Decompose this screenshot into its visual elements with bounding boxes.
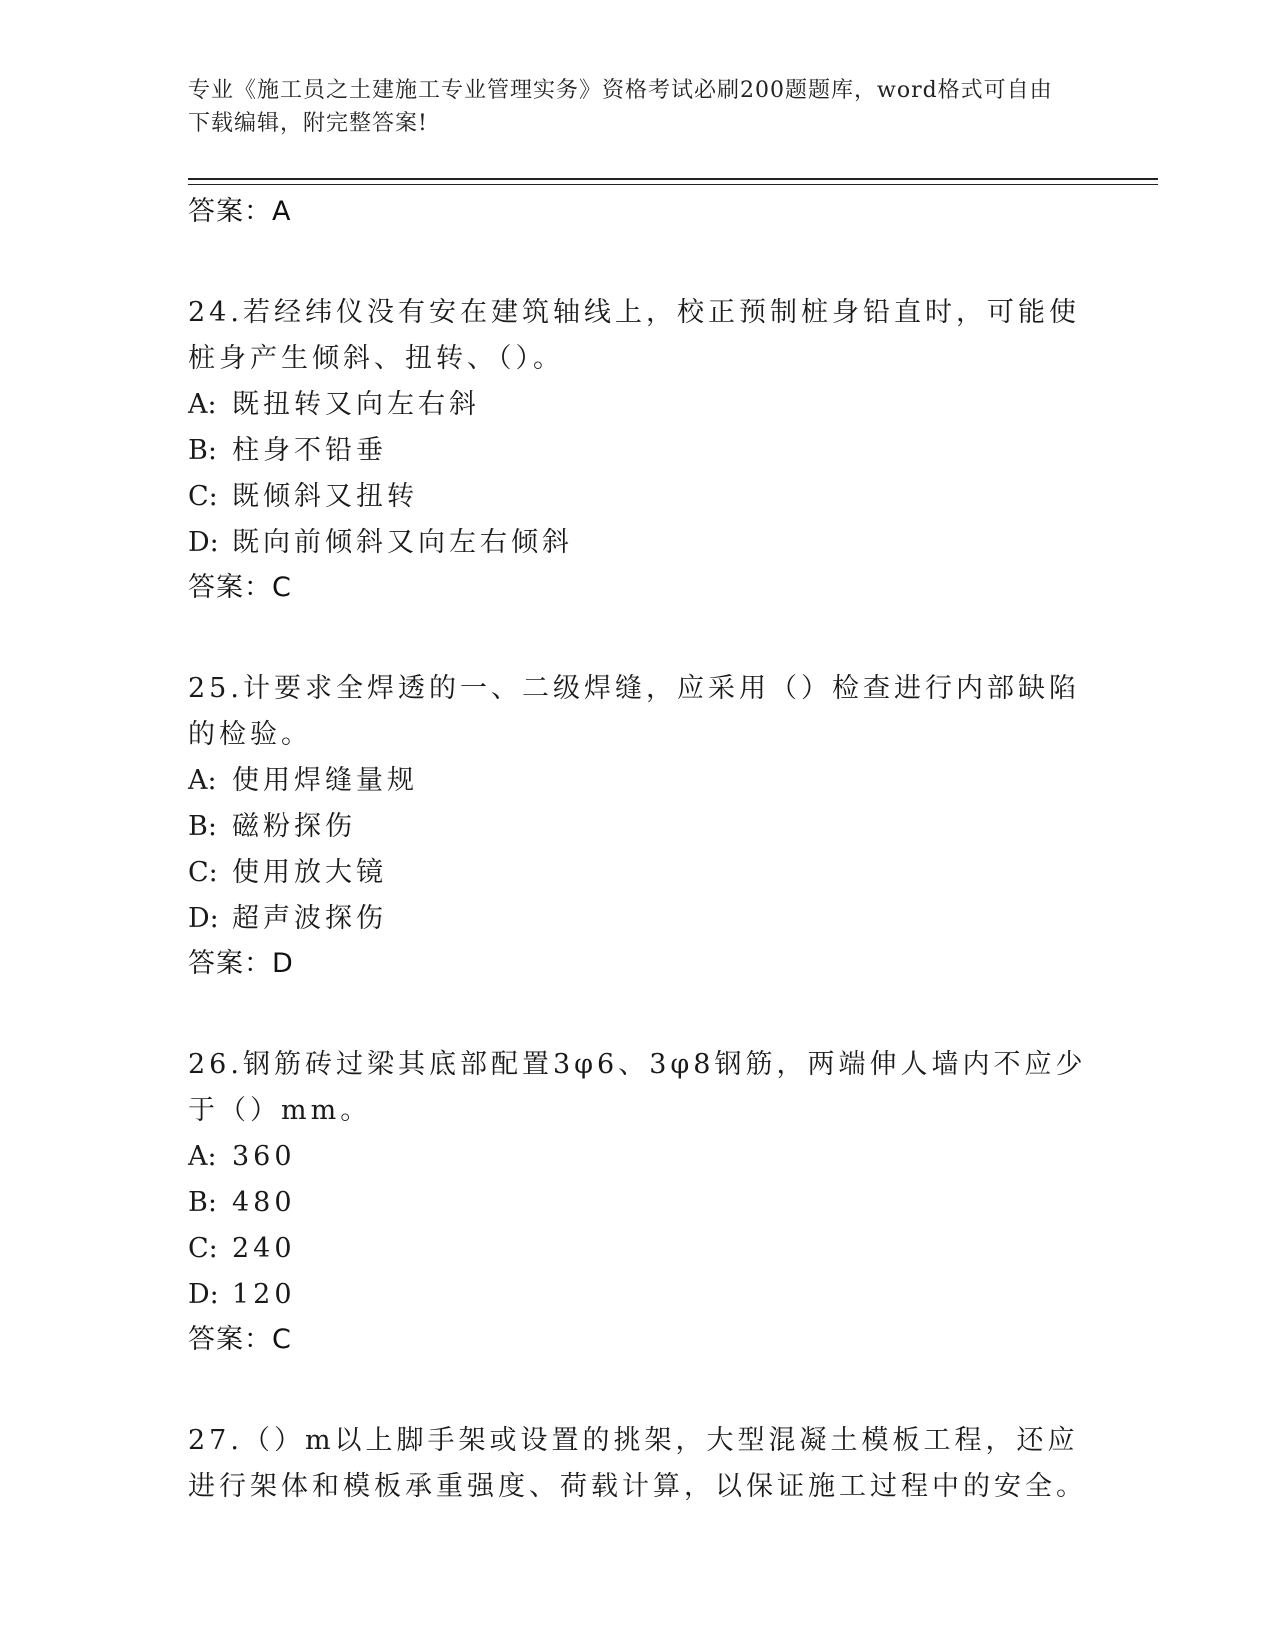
option-text: 360 — [232, 1141, 296, 1172]
question-stem — [188, 290, 1088, 382]
answer-value: A — [272, 196, 292, 227]
option-text: 使用焊缝量规 — [232, 765, 418, 796]
header-rule-thin — [188, 184, 1158, 185]
question-text: 若经纬仪没有安在建筑轴线上，校正预制桩身铅直时，可能使桩身产生倾斜、扭转、（）。 — [188, 297, 1080, 374]
answer-line — [188, 566, 1088, 610]
question-26 — [188, 1042, 1088, 1362]
answer-prefix: 答案： — [188, 196, 272, 227]
option-a — [188, 1134, 1088, 1180]
header-rule-thick — [188, 178, 1158, 180]
option-b — [188, 428, 1088, 474]
option-d — [188, 896, 1088, 942]
answer-value: C — [272, 1324, 292, 1355]
option-text: 柱身不铅垂 — [232, 435, 387, 466]
answer-prefix: 答案： — [188, 1324, 272, 1355]
spacer — [188, 610, 1088, 666]
option-text: 超声波探伤 — [232, 903, 387, 934]
option-label: B: — [188, 435, 217, 466]
option-a — [188, 758, 1088, 804]
option-text: 使用放大镜 — [232, 857, 387, 888]
option-c — [188, 1226, 1088, 1272]
option-label: C: — [188, 481, 218, 512]
option-text: 480 — [232, 1187, 296, 1218]
answer-line — [188, 942, 1088, 986]
option-text: 既扭转又向左右斜 — [232, 389, 480, 420]
question-text: 计要求全焊透的一、二级焊缝，应采用（）检查进行内部缺陷的检验。 — [188, 673, 1080, 750]
option-label: A: — [188, 765, 217, 796]
option-label: D: — [188, 1279, 219, 1310]
answer-line — [188, 190, 1088, 234]
option-text: 磁粉探伤 — [232, 811, 356, 842]
spacer — [188, 986, 1088, 1042]
option-label: B: — [188, 811, 217, 842]
answer-line — [188, 1318, 1088, 1362]
option-label: A: — [188, 389, 217, 420]
option-b — [188, 1180, 1088, 1226]
option-b — [188, 804, 1088, 850]
question-list — [188, 190, 1088, 1510]
question-number: 24. — [188, 297, 243, 328]
question-text: （）m以上脚手架或设置的挑架，大型混凝土模板工程，还应进行架体和模板承重强度、荷载计算，以保证施工过程中的安全。 — [188, 1425, 1087, 1502]
answer-value: D — [272, 948, 294, 979]
option-d — [188, 1272, 1088, 1318]
question-number: 25. — [188, 673, 243, 704]
question-24 — [188, 290, 1088, 610]
question-stem — [188, 666, 1088, 758]
option-text: 240 — [232, 1233, 296, 1264]
option-label: A: — [188, 1141, 217, 1172]
question-text: 钢筋砖过梁其底部配置3φ6、3φ8钢筋，两端伸人墙内不应少于（）mm。 — [188, 1049, 1087, 1126]
option-text: 120 — [232, 1279, 296, 1310]
option-label: C: — [188, 857, 218, 888]
option-label: B: — [188, 1187, 217, 1218]
option-d — [188, 520, 1088, 566]
answer-prefix: 答案： — [188, 572, 272, 603]
answer-prefix: 答案： — [188, 948, 272, 979]
spacer — [188, 234, 1088, 290]
question-number: 27. — [188, 1425, 243, 1456]
option-a — [188, 382, 1088, 428]
option-label: C: — [188, 1233, 218, 1264]
question-stem — [188, 1042, 1088, 1134]
option-c — [188, 474, 1088, 520]
option-label: D: — [188, 903, 219, 934]
question-stem — [188, 1418, 1088, 1510]
document-header: 专业《施工员之土建施工专业管理实务》资格考试必刷200题题库，word格式可自由下载编辑，附完整答案! — [188, 78, 1053, 136]
question-27 — [188, 1418, 1088, 1510]
option-label: D: — [188, 527, 219, 558]
question-25 — [188, 666, 1088, 986]
option-c — [188, 850, 1088, 896]
option-text: 既向前倾斜又向左右倾斜 — [232, 527, 573, 558]
answer-value: C — [272, 572, 292, 603]
spacer — [188, 1362, 1088, 1418]
option-text: 既倾斜又扭转 — [232, 481, 418, 512]
question-number: 26. — [188, 1049, 243, 1080]
